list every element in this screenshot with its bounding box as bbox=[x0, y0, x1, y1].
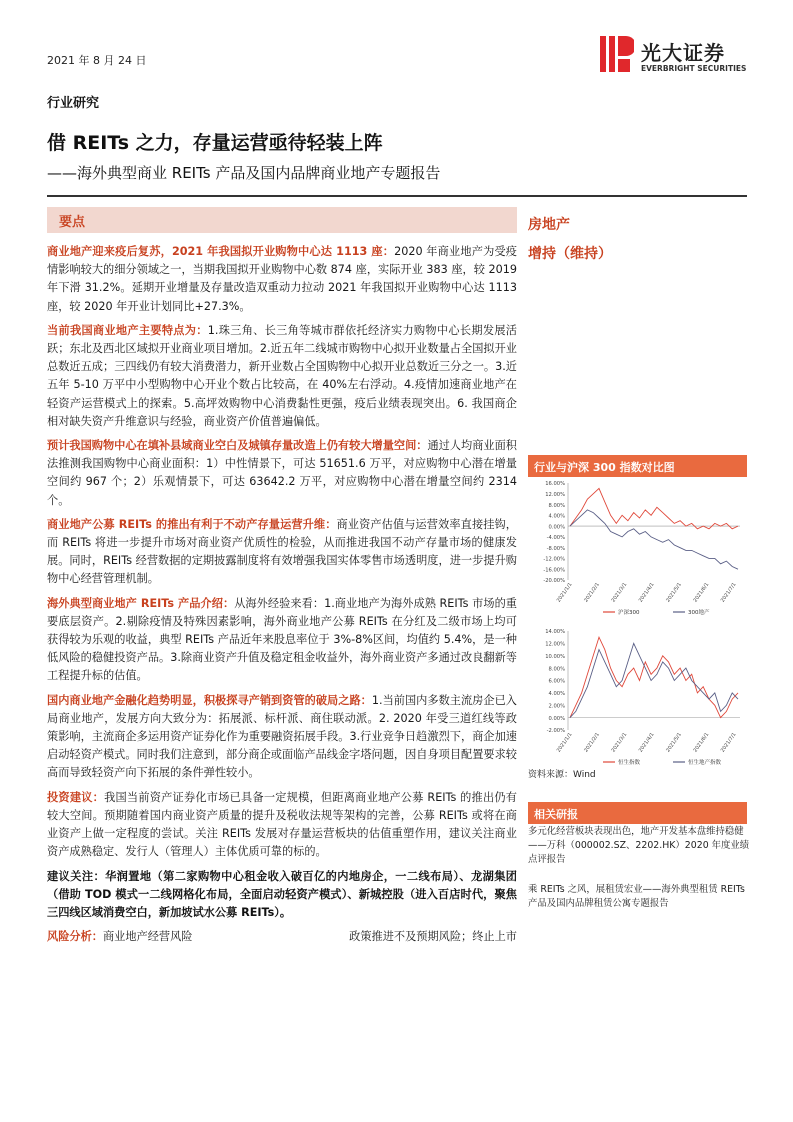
y-tick-label: -4.00% bbox=[546, 535, 565, 542]
y-tick-label: 8.00% bbox=[548, 502, 565, 509]
paragraph-heading: 投资建议： bbox=[47, 790, 105, 804]
keypoints-title: 要点 bbox=[59, 215, 86, 230]
y-tick-label: 2.00% bbox=[548, 703, 565, 710]
paragraph-text: 我国当前资产证券化市场已具备一定规模，但距离商业地产公募 REITs 的推出仍有较大空间。预期随着国内商业资产质量的提升及税收法规等架构的完善，公募 REITs 或将在商业资产上做一定程度的尝试。关注 REITs 发展对存量运营板块的估值重塑作用，建议关注商业资产成熟稳定、发行人（管理人）主体优质可靠的标的。 bbox=[47, 790, 517, 859]
y-tick-label: -2.00% bbox=[546, 728, 565, 735]
risk-text-left: 商业地产经营风险 bbox=[102, 930, 193, 944]
report-category: 行业研究 bbox=[47, 96, 100, 111]
paragraph bbox=[47, 692, 517, 783]
risk-text-right: 政策推进不及预期风险；终止上市 bbox=[349, 930, 517, 944]
y-tick-label: 8.00% bbox=[548, 666, 565, 673]
x-tick-label: 2021/7/1 bbox=[719, 731, 738, 754]
logo bbox=[598, 34, 748, 76]
paragraph-heading: 商业地产迎来疫后复苏，2021 年我国拟开业购物中心达 1113 座： bbox=[47, 245, 395, 258]
x-tick-label: 2021/1/1 bbox=[555, 581, 574, 604]
paragraph-text: 2020 年商业地产为受疫情影响较大的细分领域之一，当期我国拟开业购物中心数 874 座，实际开业 383 座，较 2019 年下滑 31.2%。延期开业增量及存量改造双重动力拉动 2021 年我国拟开业购物中心达 1113 座，较 2020 年开业计划同比+27.3%。 bbox=[47, 245, 517, 313]
legend-label: 恒生指数 bbox=[618, 760, 641, 766]
y-tick-label: 0.00% bbox=[548, 715, 565, 722]
x-tick-label: 2021/2/1 bbox=[583, 731, 601, 754]
y-tick-label: 10.00% bbox=[545, 653, 565, 660]
y-tick-label: 14.00% bbox=[545, 629, 565, 636]
keypoints-header bbox=[47, 207, 517, 233]
header-divider bbox=[47, 195, 747, 197]
logo-text-en: EVERBRIGHT SECURITIES bbox=[641, 64, 747, 73]
y-tick-label: 4.00% bbox=[548, 513, 565, 520]
chart-title-bar bbox=[528, 455, 747, 477]
paragraph-heading: 国内商业地产金融化趋势明显，积极探寻产销到资管的破局之路： bbox=[47, 693, 372, 707]
recommend-heading: 建议关注： bbox=[47, 869, 106, 883]
x-tick-label: 2021/7/1 bbox=[719, 581, 738, 604]
y-tick-label: 4.00% bbox=[548, 691, 565, 698]
related-report[interactable]: 多元化经营板块表现出色，地产开发基本盘维持稳健——万科（000002.SZ、2202.HK）2020 年度业绩点评报告 bbox=[528, 826, 750, 865]
paragraph-text: 1.当前国内多数主流房企已入局商业地产，发展方向大致分为：拓展派、标杆派、商住联动派。2. 2020 年受三道红线等政策影响，主流商企多运用资产证券化作为重要融资拓展手段。3.行业竞争日趋激烈下，商企加速启动轻资产模式。同时我们注意到，部分商企或面临产品线金字塔问题，因自身项目配置要求较高而导致轻资产向下拓展的条件弹性较小。 bbox=[47, 693, 517, 780]
paragraph-text: 通过人均商业面积法推测我国购物中心商业面积：1）中性情景下，可达 51651.6 万平，对应购物中心潜在增量空间约 967 个；2）乐观情景下，可达 63642.2 万平，对应购物中心潜在增量空间约 2314 个。 bbox=[47, 439, 517, 507]
paragraph bbox=[47, 595, 517, 686]
chart-title: 行业与沪深 300 指数对比图 bbox=[534, 461, 675, 474]
legend-label: 沪深300 bbox=[618, 610, 640, 616]
y-tick-label: -16.00% bbox=[543, 567, 565, 574]
y-tick-label: -20.00% bbox=[543, 578, 565, 585]
x-tick-label: 2021/6/1 bbox=[692, 731, 711, 754]
x-tick-label: 2021/5/1 bbox=[665, 731, 683, 754]
series-line bbox=[570, 510, 738, 569]
keypoints-body bbox=[47, 243, 517, 946]
paragraph bbox=[47, 322, 517, 431]
y-tick-label: 12.00% bbox=[545, 641, 565, 648]
paragraph-heading: 当前我国商业地产主要特点为： bbox=[47, 323, 208, 337]
paragraph-heading: 海外典型商业地产 REITs 产品介绍： bbox=[47, 596, 235, 610]
x-tick-label: 2021/3/1 bbox=[610, 581, 629, 604]
chart-hs300 bbox=[528, 478, 747, 618]
report-date: 2021 年 8 月 24 日 bbox=[47, 54, 147, 67]
risk-heading: 风险分析： bbox=[47, 930, 103, 944]
chart-hsi bbox=[528, 626, 747, 768]
report-subtitle: ——海外典型商业 REITs 产品及国内品牌商业地产专题报告 bbox=[47, 164, 441, 182]
legend-label: 300地产 bbox=[688, 610, 710, 616]
paragraph-text: 商业资产估值与运营效率直接挂钩，而 REITs 将进一步提升市场对商业资产优质性的检验，从而推进我国不动产存量市场的健康发展。同时，REITs 经营数据的定期披露制度将有效增强我国实体零售市场透明度，进一步提升购物中心经营管理机制。 bbox=[47, 517, 517, 586]
y-tick-label: 16.00% bbox=[545, 481, 565, 488]
y-tick-label: 0.00% bbox=[548, 524, 565, 531]
x-tick-label: 2021/1/1 bbox=[555, 731, 574, 754]
paragraph-heading: 商业地产公募 REITs 的推出有利于不动产存量运营升维： bbox=[47, 517, 337, 531]
sector-name: 房地产 bbox=[528, 217, 570, 233]
y-tick-label: 6.00% bbox=[548, 678, 565, 685]
paragraph bbox=[47, 516, 517, 589]
x-tick-label: 2021/5/1 bbox=[665, 581, 683, 604]
risk-line bbox=[47, 928, 517, 946]
related-title: 相关研报 bbox=[534, 808, 578, 821]
logo-mark-icon bbox=[598, 34, 634, 74]
related-title-bar bbox=[528, 802, 747, 824]
recommend-paragraph bbox=[47, 868, 517, 923]
paragraph-text: 从海外经验来看：1.商业地产为海外成熟 REITs 市场的重要底层资产。2.剔除疫情及特殊因素影响，海外商业地产公募 REITs 在分红及二级市场上均可获得较为乐观的收益，典型 REITs 产品近年来股息率位于 3%-8%区间，均值约 5.4%，是一种低风险的稳健投资产品。3.除商业资产升值及稳定租金收益外，海外商业资产多通过改良翻新等工程提升标的估值。 bbox=[47, 596, 517, 683]
y-tick-label: -8.00% bbox=[546, 545, 565, 552]
recommend-text: 华润置地（第二家购物中心租金收入破百亿的内地房企，一二线布局）、龙湖集团（借助 TOD 模式一二线网格化布局，全面启动轻资产模式）、新城控股（进入百店时代，聚焦三四线区域消费空白，新加坡试水公募 REITs）。 bbox=[47, 869, 517, 919]
x-tick-label: 2021/4/1 bbox=[637, 581, 656, 604]
report-title: 借 REITs 之力，存量运营亟待轻装上阵 bbox=[47, 132, 383, 154]
x-tick-label: 2021/3/1 bbox=[610, 731, 629, 754]
chart-source: 资料来源：Wind bbox=[528, 770, 596, 780]
y-tick-label: 12.00% bbox=[545, 491, 565, 498]
paragraph bbox=[47, 789, 517, 862]
y-tick-label: -12.00% bbox=[543, 556, 565, 563]
series-line bbox=[570, 488, 738, 528]
series-line bbox=[570, 643, 738, 717]
related-report[interactable]: 乘 REITs 之风，展租赁宏业——海外典型租赁 REITs 产品及国内品牌租赁公寓专题报告 bbox=[528, 884, 745, 909]
x-tick-label: 2021/4/1 bbox=[637, 731, 656, 754]
logo-text-cn: 光大证券 bbox=[641, 41, 725, 65]
legend-label: 恒生地产指数 bbox=[688, 760, 722, 766]
x-tick-label: 2021/2/1 bbox=[583, 581, 601, 604]
rating: 增持（维持） bbox=[528, 246, 612, 262]
paragraph bbox=[47, 243, 517, 316]
paragraph-text: 1.珠三角、长三角等城市群依托经济实力购物中心长期发展活跃；东北及西北区域拟开业商业项目增加。2.近五年二线城市购物中心拟开业数量占全国拟开业总数近五成；三四线仍有较大消费潜力，新开业数占全国购物中心拟开业总数近三分之一。3.近五年 5-10 万平中小型购物中心开业个数占比较高，在 40%左右浮动。4.疫情加速商业地产在轻资产运营模式上的探索。5.高坪效购物中心消费黏性更强，疫后业绩表现突出。6. 我国商企相对缺失资产升维意识与经验，商业资产价值普遍偏低。 bbox=[47, 323, 517, 428]
paragraph-heading: 预计我国购物中心在填补县域商业空白及城镇存量改造上仍有较大增量空间： bbox=[47, 439, 428, 453]
x-tick-label: 2021/6/1 bbox=[692, 581, 711, 604]
paragraph bbox=[47, 437, 517, 510]
